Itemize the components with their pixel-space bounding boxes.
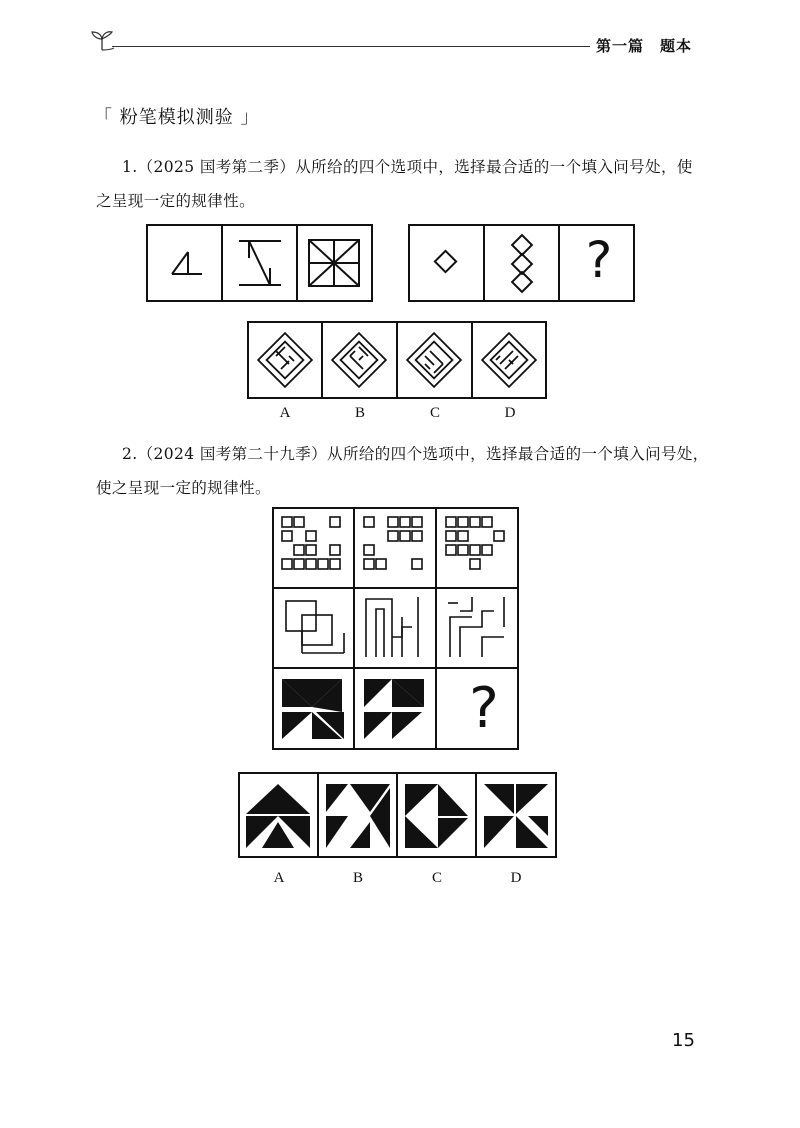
q1-stem-cell-1-figure (172, 252, 202, 274)
q2-option-c-figure (405, 784, 468, 848)
q1-option-b-figure (332, 333, 386, 387)
q2-option-label-a: A (273, 870, 285, 886)
q1-option-d-figure (482, 333, 536, 387)
q2-option-a-figure (246, 784, 310, 848)
q2-option-d-figure (484, 784, 548, 848)
q2-option-label-b: B (352, 870, 363, 886)
question-2-text-line1: 2.（2024 国考第二十九季）从所给的四个选项中，选择最合适的一个填入问号处， (122, 445, 709, 463)
question-1-stem-figure (146, 224, 636, 304)
question-2-text-line2: 使之呈现一定的规律性。 (96, 479, 271, 497)
q2-stem-cell-6-figure (448, 597, 504, 657)
q1-option-a-figure (258, 333, 312, 387)
sprout-logo-icon (88, 28, 116, 52)
q2-option-label-d: D (510, 870, 522, 886)
question-1-options-figure (247, 321, 547, 401)
q1-option-c-figure (407, 333, 461, 387)
q1-stem-cell-4-figure (435, 251, 456, 272)
q2-stem-cell-3-figure (446, 517, 504, 569)
q1-option-label-c: C (429, 405, 440, 421)
q2-stem-cell-2-figure (364, 517, 422, 569)
q1-option-label-a: A (279, 405, 291, 421)
q1-stem-cell-2-figure (239, 241, 281, 285)
header-rule (112, 46, 590, 47)
question-1-question-mark: ? (585, 231, 613, 289)
q2-stem-cell-4-figure (286, 601, 344, 653)
question-2-options-figure (238, 772, 558, 860)
q1-option-label-d: D (504, 405, 516, 421)
q1-stem-cell-3-figure (309, 240, 359, 286)
section-title: 「 粉笔模拟测验 」 (94, 107, 260, 128)
q1-option-label-b: B (354, 405, 365, 421)
question-1-text-line1: 1.（2025 国考第二季）从所给的四个选项中，选择最合适的一个填入问号处，使 (122, 158, 693, 176)
q2-option-b-figure (326, 784, 390, 848)
q2-stem-cell-7-figure (282, 679, 344, 739)
q2-stem-cell-8-figure (364, 679, 424, 739)
q2-stem-cell-5-figure (366, 597, 418, 657)
page-number: 15 (672, 1030, 695, 1051)
q2-stem-cell-1-figure (282, 517, 340, 569)
question-2-question-mark: ? (469, 676, 499, 741)
q1-stem-cell-5-figure (512, 235, 532, 292)
question-1-text-line2: 之呈现一定的规律性。 (96, 192, 256, 210)
q2-option-label-c: C (431, 870, 442, 886)
chapter-title: 第一篇 题本 (596, 37, 693, 55)
